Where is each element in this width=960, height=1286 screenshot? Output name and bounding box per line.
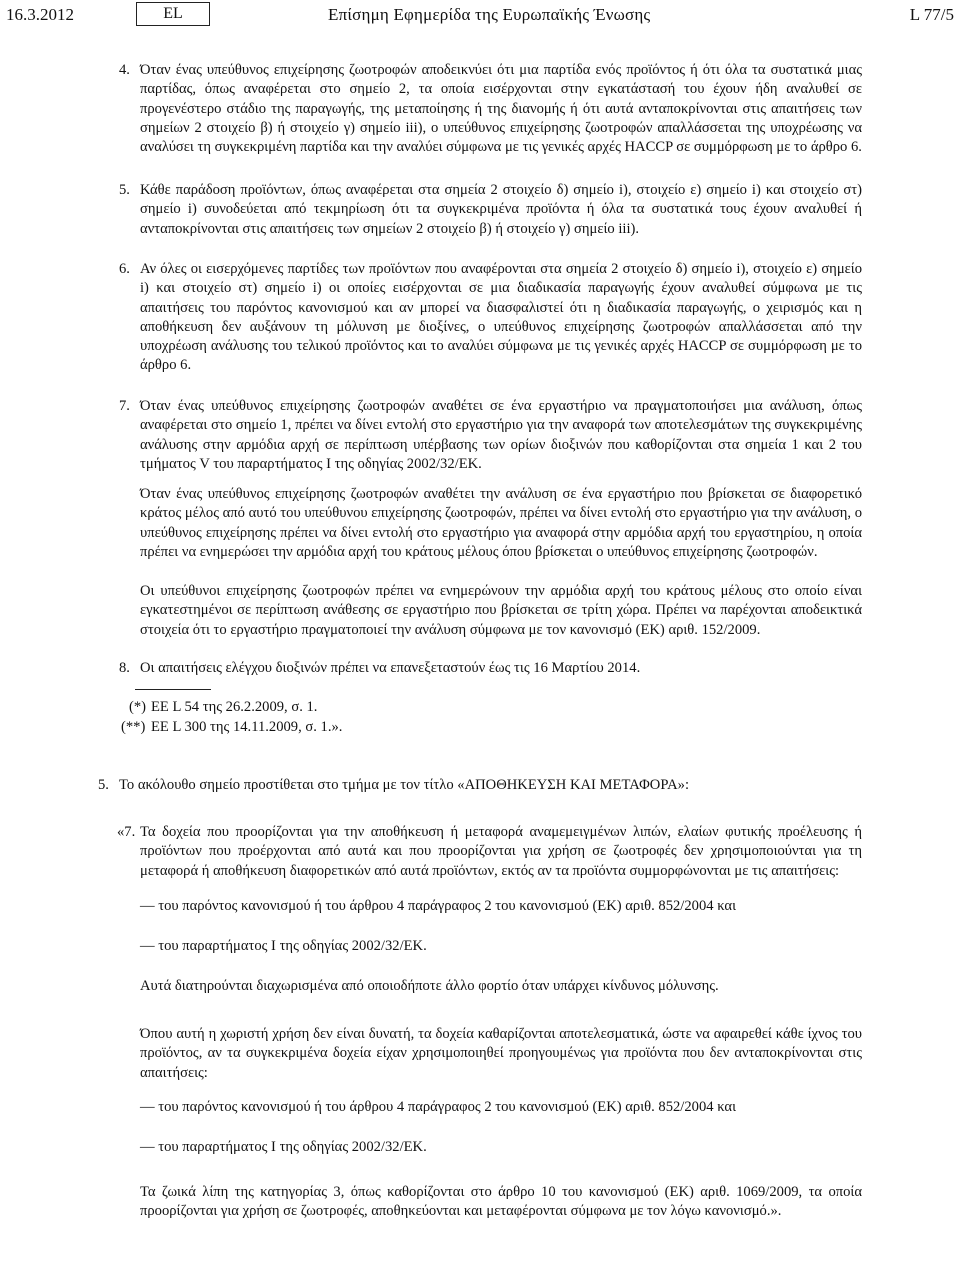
dash-item: — του παραρτήματος I της οδηγίας 2002/32/ΕΚ. — [140, 1139, 427, 1155]
paragraph: Τα ζωικά λίπη της κατηγορίας 3, όπως καθορίζονται στο άρθρο 10 του κανονισμού (ΕΚ) αριθ. 1069/2009, τα οποία προορίζονται για χρήση σε ζωοτροφές, αποθηκεύονται και μεταφέρονται σύμφωνα με τον λόγω κανονισμό.». — [140, 1184, 862, 1220]
point-number: 6. — [119, 261, 130, 277]
dash-item: — του παρόντος κανονισμού ή του άρθρου 4 παράγραφος 2 του κανονισμού (ΕΚ) αριθ. 852/2004 και — [140, 1099, 736, 1115]
point-7-paragraph-3: Οι υπεύθυνοι επιχείρησης ζωοτροφών πρέπει να ενημερώνουν την αρμόδια αρχή του κράτους μέλους στο οποίο είναι εγκατεστημένοι σε περίπτωση ανάθεσης σε εργαστήριο που βρίσκεται σε τρίτη χώρα. Πρέπει να παρέχονται αποδεικτικά στοιχεία ότι το εργαστήριο πραγματοποιεί την ανάλυση σύμφωνα με τον κανονισμό (ΕΚ) αριθ. 152/2009. — [140, 583, 862, 638]
point-8-text: Οι απαιτήσεις ελέγχου διοξινών πρέπει να επανεξεταστούν έως τις 16 Μαρτίου 2014. — [140, 660, 641, 676]
dash-item: — του παραρτήματος I της οδηγίας 2002/32/ΕΚ. — [140, 938, 427, 954]
publication-date: 16.3.2012 — [6, 5, 74, 24]
point-number: 4. — [119, 62, 130, 78]
new-point-number: «7. — [117, 824, 136, 840]
footnote-text: ΕΕ L 54 της 26.2.2009, σ. 1. — [151, 699, 318, 715]
point-6-text: Αν όλες οι εισερχόμενες παρτίδες των προϊόντων που αναφέρονται στα σημεία 2 στοιχείο δ) σημείο i), στοιχείο ε) σημείο i) και στοιχείο στ) σημείο i) οι οποίες εισέρχονται σε μια διαδικασία παραγωγής έχουν αναλυθεί σύμφωνα με τις απαιτήσεις του παρόντος κανονισμού και αν μπορεί να διασφαλιστεί ότι η διαδικασία παραγωγής, ο χειρισμός και η αποθήκευση δεν αυξάνουν τη μόλυνση με διοξίνες, ο υπεύθυνος επιχείρησης ζωοτροφών απαλλάσσεται από την υποχρέωση ανάλυσης του τελικού προϊόντος και το αναλύει σύμφωνα με τις γενικές αρχές HACCP σε συμμόρφωση με το άρθρο 6. — [140, 261, 862, 374]
point-number: 7. — [119, 398, 130, 414]
language-badge: EL — [136, 2, 210, 26]
point-7-paragraph-2: Όταν ένας υπεύθυνος επιχείρησης ζωοτροφών αναθέτει την ανάλυση σε ένα εργαστήριο που βρίσκεται σε διαφορετικό κράτος μέλος από αυτό του υπεύθυνου επιχείρησης ζωοτροφών, πρέπει να δίνει εντολή στο εργαστήριο για την ανάλυση, ο υπεύθυνος επιχείρησης πρέπει να δίνει εντολή στο εργαστήριο για αναφορά στην αρμόδια αρχή του εργαστηρίου, η οποία πρέπει να ενημερώσει την αρμόδια αρχή του κράτους μέλους όπου βρίσκεται ο υπεύθυνος επιχείρησης ζωοτροφών. — [140, 486, 862, 560]
journal-title: Επίσημη Εφημερίδα της Ευρωπαϊκής Ένωσης — [328, 5, 651, 24]
page-number: L 77/5 — [909, 5, 954, 24]
footnote-mark: (*) — [129, 699, 147, 715]
point-number: 5. — [119, 182, 130, 198]
new-point-intro: Τα δοχεία που προορίζονται για την αποθήκευση ή μεταφορά αναμεμειγμένων λιπών, ελαίων φυτικής προέλευσης ή προϊόντων που προέρχονται από αυτά και που προορίζονται για χρήση σε ζωοτροφές δεν χρησιμοποιούνται για τη μεταφορά ή αποθήκευση διαφορετικών από αυτά προϊόντων, εκτός αν τα προϊόντα συμμορφώνονται με τις απαιτήσεις: — [140, 824, 862, 879]
footnote-mark: (**) — [121, 719, 146, 735]
point-4-text: Όταν ένας υπεύθυνος επιχείρησης ζωοτροφών αποδεικνύει ότι μια παρτίδα ενός προϊόντος ή ότι όλα τα συστατικά μιας παρτίδας, όπως αναφέρεται στο σημείο 2, τα οποία εισέρχονται στην εγκατάστασή του έχουν ήδη αναλυθεί σε προγενέστερο στάδιο της παραγωγής, της μεταποίησης ή της διανομής ή ότι αυτά ανταποκρίνονται στις απαιτήσεις των σημείων 2 στοιχείο β) ή στοιχείο γ) σημείο iii), ο υπεύθυνος επιχείρησης ζωοτροφών απαλλάσσεται της υποχρέωσης να αναλύσει τη συγκεκριμένη παρτίδα και την αναλύει σύμφωνα με τις γενικές αρχές HACCP σε συμμόρφωση με το άρθρο 6. — [140, 62, 862, 156]
amendment-text: Το ακόλουθο σημείο προστίθεται στο τμήμα με τον τίτλο «ΑΠΟΘΗΚΕΥΣΗ ΚΑΙ ΜΕΤΑΦΟΡΑ»: — [119, 777, 690, 793]
footnote-text: ΕΕ L 300 της 14.11.2009, σ. 1.». — [151, 719, 343, 735]
paragraph: Αυτά διατηρούνται διαχωρισμένα από οποιοδήποτε άλλο φορτίο όταν υπάρχει κίνδυνος μόλυνσης. — [140, 978, 719, 994]
page-header — [0, 0, 960, 30]
amendment-number: 5. — [98, 777, 109, 793]
footnote-divider — [135, 689, 211, 690]
paragraph: Όπου αυτή η χωριστή χρήση δεν είναι δυνατή, τα δοχεία καθαρίζονται αποτελεσματικά, ώστε να αφαιρεθεί κάθε ίχνος του προϊόντος, αν τα συγκεκριμένα δοχεία είχαν χρησιμοποιηθεί προηγουμένως για προϊόντα που δεν ανταποκρίνονται στις απαιτήσεις: — [140, 1026, 862, 1081]
point-number: 8. — [119, 660, 130, 676]
point-5-text: Κάθε παράδοση προϊόντων, όπως αναφέρεται στα σημεία 2 στοιχείο δ) σημείο i), στοιχείο ε) σημείο i) και στοιχείο στ) σημείο i) συνοδεύεται από τεκμηρίωση ότι τα συγκεκριμένα προϊόντα ή όλα τα συστατικά τους έχουν αναλυθεί ή ανταποκρίνονται στις απαιτήσεις των σημείων 2 στοιχείο β) ή στοιχείο γ) σημείο iii). — [140, 182, 862, 237]
dash-item: — του παρόντος κανονισμού ή του άρθρου 4 παράγραφος 2 του κανονισμού (ΕΚ) αριθ. 852/2004 και — [140, 898, 736, 914]
point-7-text: Όταν ένας υπεύθυνος επιχείρησης ζωοτροφών αναθέτει σε ένα εργαστήριο να πραγματοποιήσει μια ανάλυση, όπως αναφέρεται στο σημείο 1, πρέπει να δίνει εντολή στο εργαστήριο για την αναφορά των αποτελεσμάτων της συγκεκριμένης ανάλυσης στην αρμόδια αρχή σε περίπτωση υπέρβασης των ορίων διοξινών που καθορίζονται στα σημεία 1 και 2 του τμήματος V του παραρτήματος I της οδηγίας 2002/32/ΕΚ. — [140, 398, 862, 472]
